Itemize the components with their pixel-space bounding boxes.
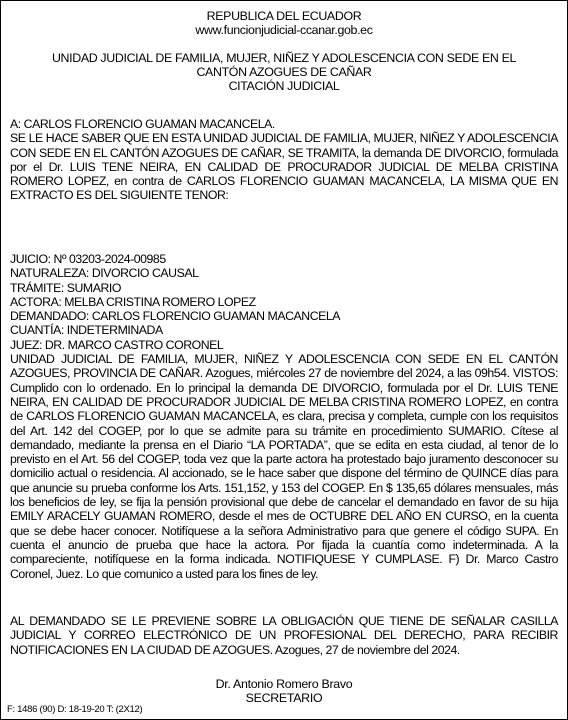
case-defendant: DEMANDADO: CARLOS FLORENCIO GUAMAN MACANCELA — [10, 309, 341, 324]
case-nature: NATURALEZA: DIVORCIO CAUSAL — [10, 266, 199, 281]
case-judge: JUEZ: DR. MARCO CASTRO CORONEL — [10, 337, 224, 352]
header-court-line2: CANTÓN AZOGUES DE CAÑAR — [196, 65, 372, 79]
signature-block — [1, 677, 567, 705]
header-court-line1: UNIDAD JUDICIAL DE FAMILIA, MUJER, NIÑEZ Y ADOLESCENCIA CON SEDE EN EL — [51, 51, 517, 65]
addressee: A: CARLOS FLORENCIO GUAMAN MACANCELA. — [10, 117, 275, 131]
header-country: REPUBLICA DEL ECUADOR — [206, 9, 362, 23]
case-number: JUICIO: Nº 03203-2024-00985 — [10, 252, 166, 266]
header-website: www.funcionjudicial-ccanar.gob.ec — [195, 23, 373, 37]
document-title: CITACIÓN JUDICIAL — [228, 79, 340, 93]
case-amount: CUANTÍA: INDETERMINADA — [10, 323, 163, 338]
signer-title: SECRETARIO — [245, 691, 323, 705]
intro-paragraph: SE LE HACE SABER QUE EN ESTA UNIDAD JUDICIAL DE FAMILIA, MUJER, NIÑEZ Y ADOLESCENCIA CON SEDE EN EL CANTÓN AZOGUES DE CAÑAR, SE TRAMITA, la demanda DE DIVORCIO, formulada por el Dr. LUIS TENE NEIRA, EN CALIDAD DE PROCURADOR JUDICIAL DE MELBA CRISTINA ROMERO LOPEZ, en contra de CARLOS FLORENCIO GUAMAN MACANCELA, LA MISMA QUE EN EXTRACTO ES DEL SIGUIENTE TENOR: — [10, 131, 558, 203]
warning-paragraph: AL DEMANDADO SE LE PREVIENE SOBRE LA OBLIGACIÓN QUE TIENE DE SEÑALAR CASILLA JUDICIAL Y CORREO ELECTRÓNICO DE UN PROFESIONAL DEL DERECHO, PARA RECIBIR NOTIFICACIONES EN LA CIUDAD DE AZOGUES. Azogues, 27 de noviembre del 2024. — [10, 614, 558, 657]
defendant-warning — [10, 614, 558, 657]
signer-name: Dr. Antonio Romero Bravo — [215, 677, 353, 691]
case-procedure: TRÁMITE: SUMARIO — [10, 280, 121, 295]
case-plaintiff: ACTORA: MELBA CRISTINA ROMERO LOPEZ — [10, 294, 256, 309]
case-details — [10, 252, 558, 581]
court-order: UNIDAD JUDICIAL DE FAMILIA, MUJER, NIÑEZ Y ADOLESCENCIA CON SEDE EN EL CANTÓN AZOGUES, PROVINCIA DE CAÑAR. Azogues, miércoles 27 de noviembre del 2024, a las 09h54. VISTOS: Cumplido con lo ordenado. En lo principal la demanda DE DIVORCIO, formulada por el Dr. LUIS TENE NEIRA, EN CALIDAD DE PROCURADOR JUDICIAL DE MELBA CRISTINA ROMERO LOPEZ, en contra de CARLOS FLORENCIO GUAMAN MACANCELA, es clara, precisa y completa, cumple con los requisitos del Art. 142 del COGEP, por lo que se admite para su trámite en procedimiento SUMARIO. Cítese al demandado, mediante la prensa en el Diario “LA PORTADA”, que se edita en esta ciudad, al tenor de lo previsto en el Art. 56 del COGEP, toda vez que la parte actora ha protestado bajo juramento desconocer su domicilio actual o residencia. Al accionado, se le hace saber que dispone del término de QUINCE días para que anuncie su prueba conforme los Arts. 151,152, y 153 del COGEP. En $ 135,65 dólares mensuales, más los beneficios de ley, se fija la pensión provisional que debe de cancelar el demandado en favor de su hija EMILY ARACELY GUAMAN ROMERO, desde el mes de OCTUBRE DEL AÑO EN CURSO, en la cuenta que se debe hacer conocer. Notifíquese a la señora Administrativo para que genere el código SUPA. En cuenta el anuncio de prueba que hace la actora. Por fijada la cuantía como indeterminada. A la compareciente, notifíquese en la forma indicada. NOTIFIQUESE Y CUMPLASE. F) Dr. Marco Castro Coronel, Juez. Lo que comunico a usted para los fines de ley. — [10, 352, 558, 581]
publication-code: F: 1486 (90) D: 18-19-20 T: (2X12) — [7, 704, 143, 715]
notice-body — [10, 117, 558, 203]
